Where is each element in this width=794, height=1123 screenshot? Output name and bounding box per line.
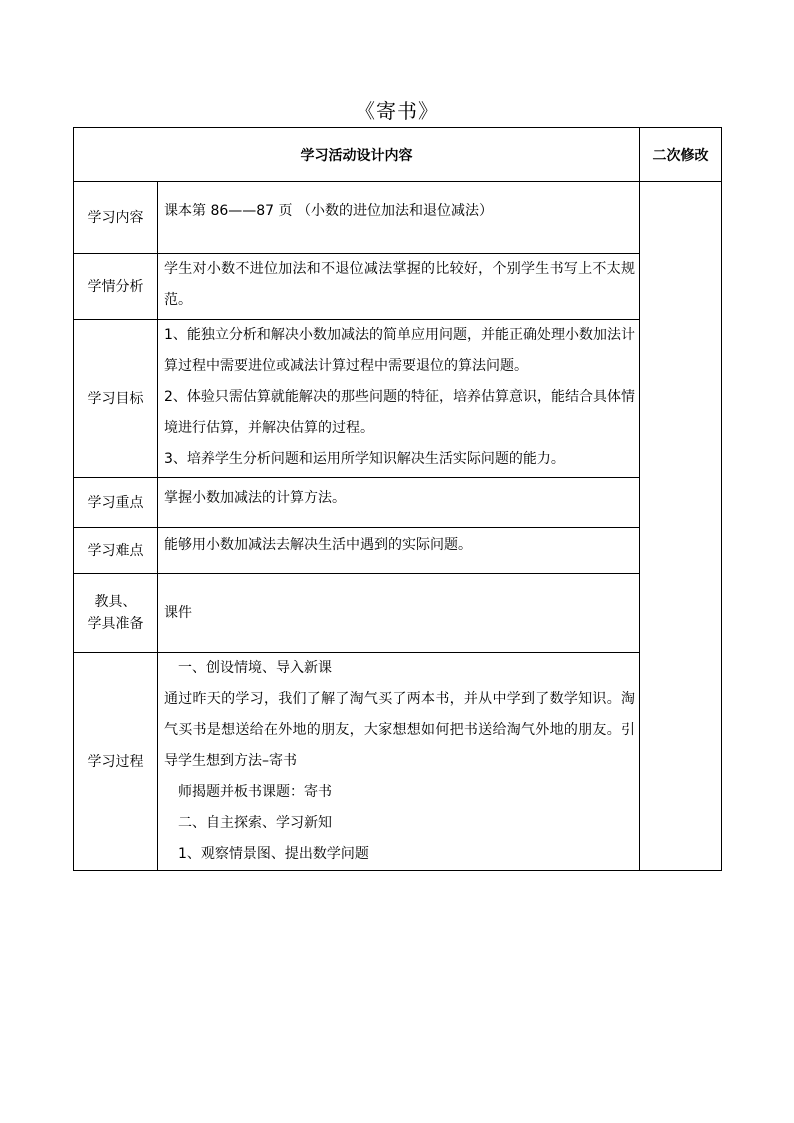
process-line: 一、创设情境、导入新课 (178, 660, 332, 676)
label-learning-content: 学习内容 (74, 182, 158, 254)
label-key-point: 学习重点 (74, 478, 158, 528)
revision-column (640, 182, 722, 871)
process-line (164, 684, 635, 777)
row-learning-content (74, 182, 722, 254)
document-title: 《寄书》 (355, 99, 439, 123)
table-header-row (74, 128, 722, 182)
lesson-plan-table (73, 127, 722, 871)
row-difficulty (74, 528, 722, 574)
text-key-point: 掌握小数加减法的计算方法。 (158, 478, 640, 528)
goal-item: 1、能独立分析和解决小数加减法的简单应用问题，并能正确处理小数加法计算过程中需要进位或减法计算过程中需要退位的算法问题。 (164, 327, 635, 374)
row-learning-goals (74, 320, 722, 478)
label-tools (74, 574, 158, 653)
row-learning-process (74, 653, 722, 871)
label-learning-process: 学习过程 (74, 653, 158, 871)
learning-goals-list (158, 320, 640, 478)
learning-process-content (158, 653, 640, 871)
label-difficulty: 学习难点 (74, 528, 158, 574)
text-learning-content: 课本第 86——87 页 （小数的进位加法和退位减法） (158, 182, 640, 254)
process-line: 二、自主探索、学习新知 (178, 815, 332, 831)
process-line: 师揭题并板书课题：寄书 (178, 784, 332, 800)
revision-header: 二次修改 (640, 128, 722, 182)
process-paragraph: 通过昨天的学习，我们了解了淘气买了两本书，并从中学到了数学知识。淘气买书是想送给在外地的朋友，大家想想如何把书送给淘气外地的朋友。引导学生想到方法–寄书 (164, 691, 635, 769)
label-learning-goals: 学习目标 (74, 320, 158, 478)
label-tools-line1: 教具、 (94, 594, 137, 610)
text-learning-analysis: 学生对小数不进位加法和不退位减法掌握的比较好，个别学生书写上不太规范。 (158, 254, 640, 320)
goal-item: 2、体验只需估算就能解决的那些问题的特征，培养估算意识，能结合具体情境进行估算，并解决估算的过程。 (164, 389, 635, 436)
design-header: 学习活动设计内容 (74, 128, 640, 182)
text-difficulty: 能够用小数加减法去解决生活中遇到的实际问题。 (158, 528, 640, 574)
row-learning-analysis (74, 254, 722, 320)
label-tools-line2: 学具准备 (87, 616, 144, 632)
row-tools (74, 574, 722, 653)
process-line: 1、观察情景图、提出数学问题 (178, 846, 369, 862)
row-key-point (74, 478, 722, 528)
goal-item: 3、培养学生分析问题和运用所学知识解决生活实际问题的能力。 (164, 451, 565, 467)
text-tools: 课件 (158, 574, 640, 653)
label-learning-analysis: 学情分析 (74, 254, 158, 320)
